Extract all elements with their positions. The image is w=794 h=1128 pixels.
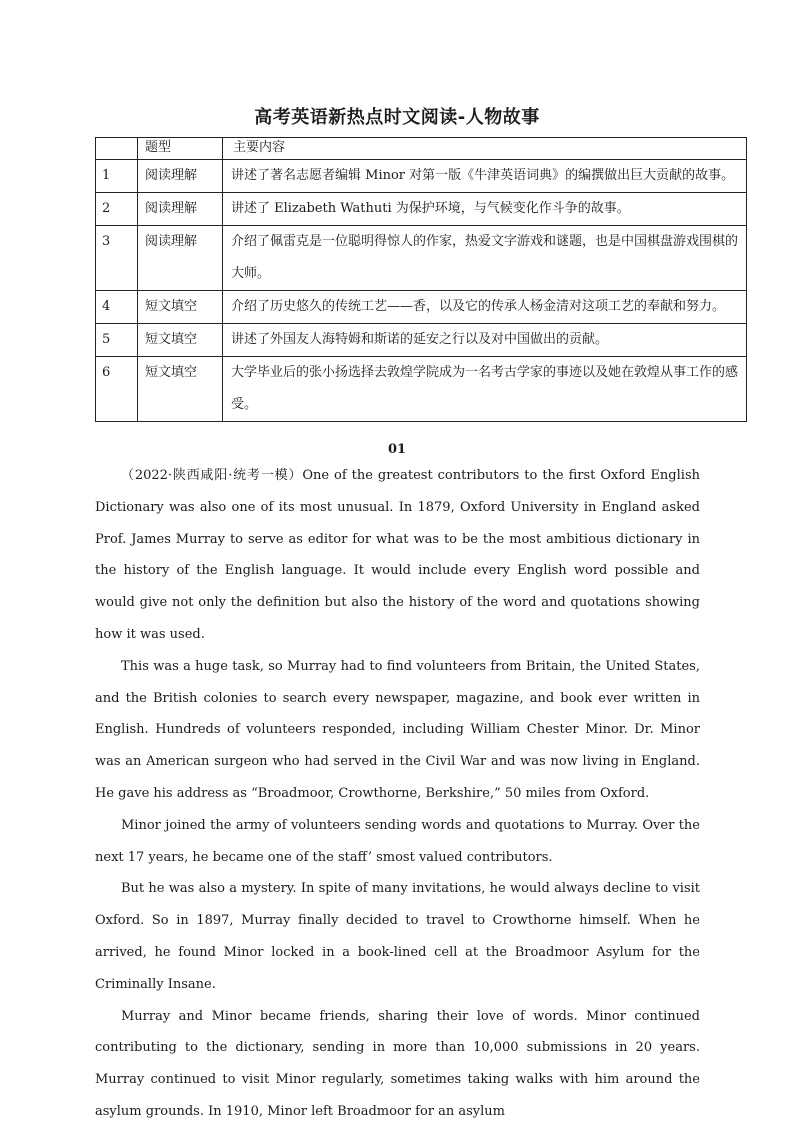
- row-number: 1: [96, 160, 138, 193]
- table-row: [96, 160, 747, 193]
- row-number: 5: [96, 324, 138, 357]
- passage-body: [95, 460, 700, 1128]
- section-number: 01: [387, 442, 407, 457]
- table-row: [96, 357, 747, 422]
- paragraph: Murray and Minor became friends, sharing their love of words. Minor continued contributing to the dictionary, sending in more than 10,000 submissions in 20 years. Murray continued to visit Minor regularly, sometimes taking walks with him around the asylum grounds. In 1910, Minor left Broadmoor for an asylum: [95, 1008, 700, 1119]
- table-header-row: [96, 138, 747, 160]
- row-content: 讲述了著名志愿者编辑 Minor 对第一版《牛津英语词典》的编撰做出巨大贡献的故事。: [223, 160, 747, 193]
- row-number: 4: [96, 291, 138, 324]
- row-type: 阅读理解: [138, 160, 223, 193]
- page-title: 高考英语新热点时文阅读-人物故事: [254, 107, 540, 128]
- paragraph: But he was also a mystery. In spite of many invitations, he would always decline to visit Oxford. So in 1897, Murray finally decided to travel to Crowthorne himself. When he arrived, he found Minor locked in a book-lined cell at the Broadmoor Asylum for the Criminally Insane.: [95, 881, 700, 992]
- paragraph: （2022·陕西咸阳·统考一模）One of the greatest contributors to the first Oxford English Dictionary was also one of its most unusual. In 1879, Oxford University in England asked Prof. James Murray to serve as editor for what was to be the most ambitious dictionary in the history of the English language. It would include every English word possible and would give not only the definition but also the history of the word and quotations showing how it was used.: [95, 468, 700, 642]
- row-number: 2: [96, 193, 138, 226]
- row-type: 阅读理解: [138, 193, 223, 226]
- summary-table: [95, 137, 747, 422]
- table-row: [96, 226, 747, 291]
- row-type: 短文填空: [138, 291, 223, 324]
- header-number: [96, 138, 138, 160]
- table-row: [96, 193, 747, 226]
- header-question-type: 题型: [138, 138, 223, 160]
- row-content: 讲述了 Elizabeth Wathuti 为保护环境，与气候变化作斗争的故事。: [223, 193, 747, 226]
- row-number: 6: [96, 357, 138, 422]
- row-type: 短文填空: [138, 324, 223, 357]
- row-type: 短文填空: [138, 357, 223, 422]
- row-content: 大学毕业后的张小扬选择去敦煌学院成为一名考古学家的事迹以及她在敦煌从事工作的感受。: [223, 357, 747, 422]
- row-content: 讲述了外国友人海特姆和斯诺的延安之行以及对中国做出的贡献。: [223, 324, 747, 357]
- row-number: 3: [96, 226, 138, 291]
- table-row: [96, 324, 747, 357]
- row-content: 介绍了历史悠久的传统工艺——香，以及它的传承人杨金清对这项工艺的奉献和努力。: [223, 291, 747, 324]
- table-row: [96, 291, 747, 324]
- header-main-content: 主要内容: [223, 138, 747, 160]
- row-type: 阅读理解: [138, 226, 223, 291]
- paragraph: Minor joined the army of volunteers sending words and quotations to Murray. Over the next 17 years, he became one of the staff’ smost valued contributors.: [95, 817, 700, 865]
- paragraph: This was a huge task, so Murray had to find volunteers from Britain, the United States, and the British colonies to search every newspaper, magazine, and book ever written in English. Hundreds of volunteers responded, including William Chester Minor. Dr. Minor was an American surgeon who had served in the Civil War and was now living in England. He gave his address as “Broadmoor, Crowthorne, Berkshire,” 50 miles from Oxford.: [95, 658, 700, 801]
- row-content: 介绍了佩雷克是一位聪明得惊人的作家，热爱文字游戏和谜题，也是中国棋盘游戏围棋的大师。: [223, 226, 747, 291]
